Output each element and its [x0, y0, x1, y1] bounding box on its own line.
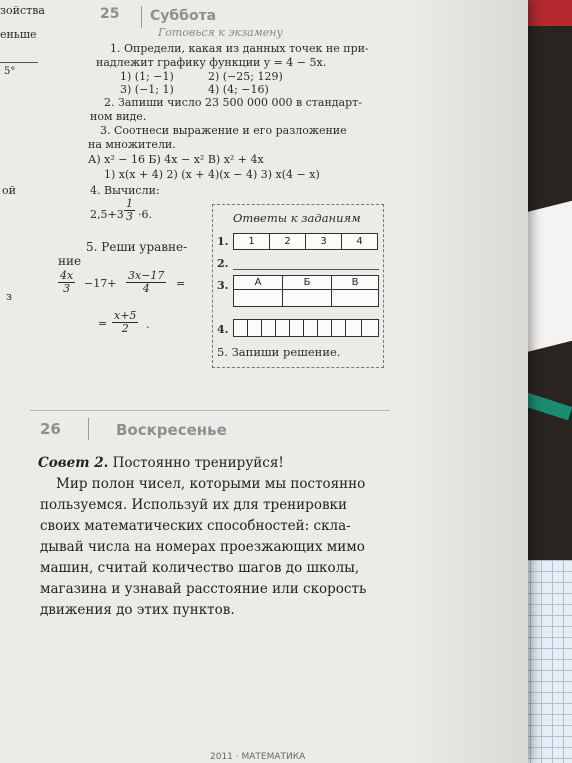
column-header: А — [233, 275, 283, 290]
fraction: $\frac{x+5}{2}$ — [114, 309, 137, 335]
digit-cell[interactable] — [247, 319, 262, 337]
fraction: $\frac{3x-17}{4}$ — [128, 269, 165, 295]
header-divider — [141, 6, 142, 28]
task-text: 5. Реши уравне- — [86, 240, 188, 254]
paragraph-line: Мир полон чисел, которыми мы постоянно — [56, 476, 366, 492]
column-header: Б — [282, 275, 332, 290]
digit-cell[interactable] — [303, 319, 318, 337]
math-expression: −17+ — [84, 277, 117, 290]
margin-rule — [0, 62, 38, 63]
column-header: В — [331, 275, 379, 290]
answer-option: 2) (−25; 129) — [208, 70, 283, 83]
day-title: Суббота — [150, 8, 217, 24]
answer-cell[interactable] — [233, 289, 283, 307]
answer-cell[interactable] — [282, 289, 332, 307]
row-label: 1. — [217, 235, 229, 248]
math-expression: = — [176, 277, 186, 290]
task-text: на множители. — [88, 138, 176, 151]
fraction: $\frac{4x}{3}$ — [60, 269, 74, 295]
header-divider — [88, 418, 89, 440]
day-subtitle: Готовься к экзамену — [158, 26, 283, 39]
day-number: 25 — [100, 6, 120, 22]
advice-label: Совет 2. — [38, 455, 109, 471]
factorizations: 1) x(x + 4) 2) (x + 4)(x − 4) 3) x(4 − x) — [104, 168, 320, 181]
task-text: ние — [58, 254, 82, 268]
row-label: 4. — [217, 323, 229, 336]
answer-line[interactable] — [233, 269, 379, 270]
row-label: 3. — [217, 279, 229, 292]
digit-cell[interactable] — [275, 319, 290, 337]
paragraph-line: дывай числа на номерах проезжающих мимо — [40, 539, 365, 555]
solution-instruction: 5. Запиши решение. — [217, 345, 341, 359]
task-text: 2. Запиши число 23 500 000 000 в стандарт- — [104, 96, 362, 109]
advice-title: Постоянно тренируйся! — [112, 455, 284, 471]
task-text: 4. Вычисли: — [90, 184, 160, 197]
answer-option: 1) (1; −1) — [120, 70, 174, 83]
math-expression: ·6. — [138, 208, 152, 221]
task-text: 3. Соотнеси выражение и его разложение — [100, 124, 347, 137]
digit-cell[interactable] — [317, 319, 332, 337]
expressions: А) x² − 16 Б) 4x − x² В) x² + 4x — [88, 153, 264, 166]
answer-option: 4) (4; −16) — [208, 83, 269, 96]
margin-word: з — [6, 290, 12, 303]
margin-word: еньше — [0, 28, 37, 41]
paragraph-line: пользуемся. Используй их для тренировки — [40, 497, 347, 513]
answer-option: 3) (−1; 1) — [120, 83, 174, 96]
digit-cell[interactable] — [261, 319, 276, 337]
digit-cell[interactable] — [289, 319, 304, 337]
margin-word: 5° — [4, 66, 16, 77]
paragraph-line: своих математических способностей: скла- — [40, 518, 351, 534]
paragraph-line: движения до этих пунктов. — [40, 602, 235, 618]
day-number: 26 — [40, 420, 61, 438]
digit-cell[interactable] — [345, 319, 362, 337]
answer-cell[interactable]: 1 — [233, 233, 270, 250]
fraction: $\frac{1}{3}$ — [126, 197, 133, 223]
section-divider — [30, 410, 390, 411]
math-expression: . — [146, 318, 150, 331]
margin-word: зойства — [0, 4, 45, 17]
task-text: 1. Определи, какая из данных точек не при- — [110, 42, 369, 55]
paragraph-line: магазина и узнавай расстояние или скорость — [40, 581, 367, 597]
answer-cell[interactable]: 3 — [305, 233, 342, 250]
answers-title: Ответы к заданиям — [233, 211, 361, 225]
digit-cell[interactable] — [331, 319, 346, 337]
answer-cell[interactable]: 2 — [269, 233, 306, 250]
task-text: ном виде. — [90, 110, 147, 123]
math-expression: = — [98, 317, 108, 330]
margin-word: ой — [2, 184, 16, 197]
answers-box — [212, 204, 384, 368]
math-expression: 2,5+3 — [90, 208, 124, 221]
page-footer: 2011 · МАТЕМАТИКА — [210, 752, 306, 762]
answer-cell[interactable]: 4 — [341, 233, 378, 250]
row-label: 2. — [217, 257, 229, 270]
task-text: надлежит графику функции y = 4 − 5x. — [96, 56, 327, 69]
answer-cell[interactable] — [331, 289, 379, 307]
day-title: Воскресенье — [116, 421, 227, 439]
digit-cell[interactable] — [233, 319, 248, 337]
digit-cell[interactable] — [361, 319, 379, 337]
paragraph-line: машин, считай количество шагов до школы, — [40, 560, 360, 576]
